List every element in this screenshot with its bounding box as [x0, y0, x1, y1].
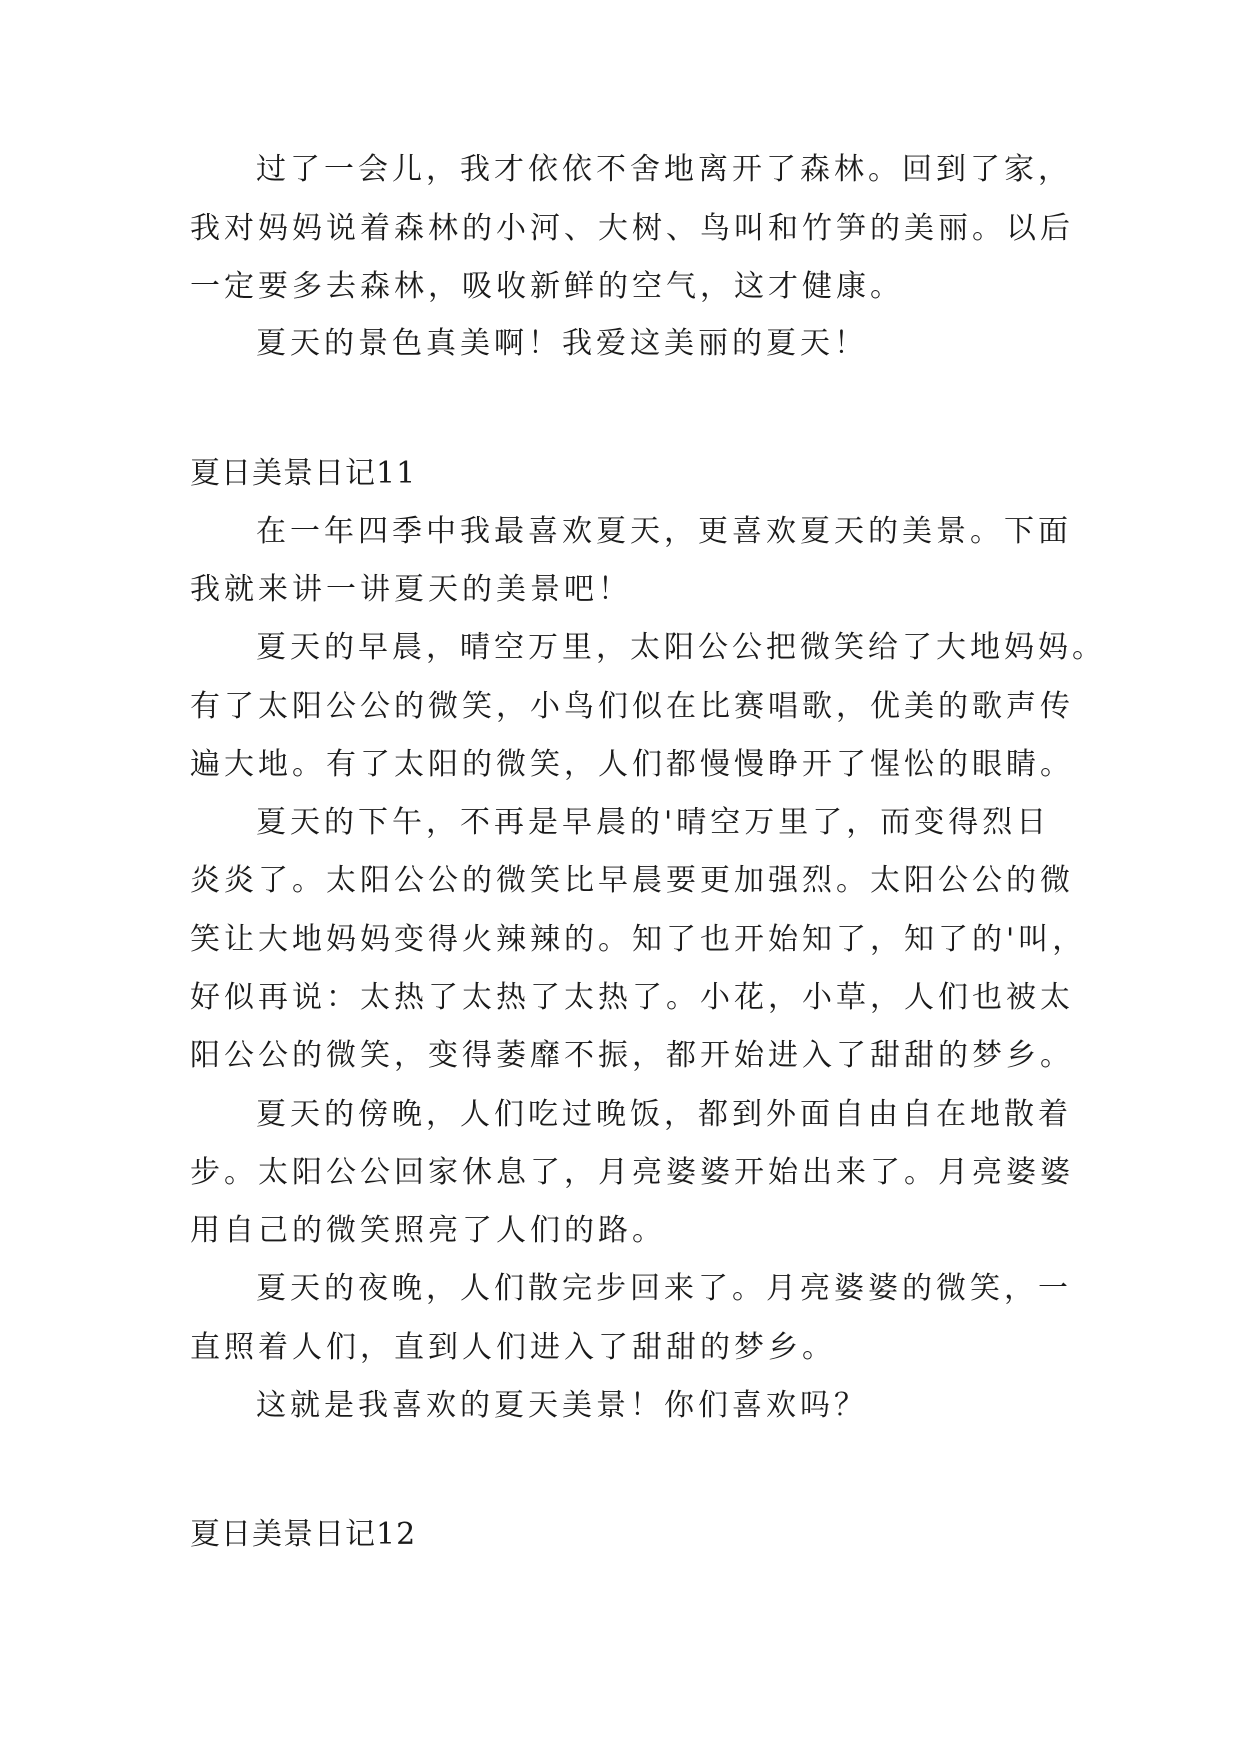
- section-title: 夏日美景日记11: [190, 456, 417, 491]
- paragraph-line: 笑让大地妈妈变得火辣辣的。知了也开始知了，知了的'叫，: [190, 922, 1087, 957]
- paragraph-line: 遍大地。有了太阳的微笑，人们都慢慢睁开了惺忪的眼睛。: [190, 747, 1074, 782]
- paragraph-line: 我对妈妈说着森林的小河、大树、鸟叫和竹笋的美丽。以后: [190, 211, 1074, 246]
- paragraph-line: 阳公公的微笑，变得萎靡不振，都开始进入了甜甜的梦乡。: [190, 1038, 1074, 1073]
- paragraph-line: 步。太阳公公回家休息了，月亮婆婆开始出来了。月亮婆婆: [190, 1155, 1074, 1190]
- paragraph-line: 在一年四季中我最喜欢夏天，更喜欢夏天的美景。下面: [256, 514, 1072, 549]
- paragraph-line: 炎炎了。太阳公公的微笑比早晨要更加强烈。太阳公公的微: [190, 863, 1074, 898]
- paragraph-line: 好似再说：太热了太热了太热了。小花，小草，人们也被太: [190, 980, 1074, 1015]
- paragraph-line: 有了太阳公公的微笑，小鸟们似在比赛唱歌，优美的歌声传: [190, 689, 1074, 724]
- section-title: 夏日美景日记12: [190, 1517, 417, 1552]
- paragraph-line: 一定要多去森林，吸收新鲜的空气，这才健康。: [190, 269, 904, 304]
- paragraph-line: 这就是我喜欢的夏天美景！你们喜欢吗？: [256, 1388, 868, 1423]
- paragraph-line: 夏天的傍晚，人们吃过晚饭，都到外面自由自在地散着: [256, 1097, 1072, 1132]
- paragraph-line: 夏天的景色真美啊！我爱这美丽的夏天！: [256, 326, 868, 361]
- paragraph-line: 我就来讲一讲夏天的美景吧！: [190, 572, 632, 607]
- paragraph-line: 用自己的微笑照亮了人们的路。: [190, 1213, 666, 1248]
- paragraph-line: 夏天的早晨，晴空万里，太阳公公把微笑给了大地妈妈。: [256, 630, 1106, 665]
- paragraph-line: 夏天的夜晚，人们散完步回来了。月亮婆婆的微笑，一: [256, 1271, 1072, 1306]
- paragraph-line: 直照着人们，直到人们进入了甜甜的梦乡。: [190, 1330, 836, 1365]
- paragraph-line: 过了一会儿，我才依依不舍地离开了森林。回到了家，: [256, 152, 1072, 187]
- paragraph-line: 夏天的下午，不再是早晨的'晴空万里了，而变得烈日: [256, 805, 1051, 840]
